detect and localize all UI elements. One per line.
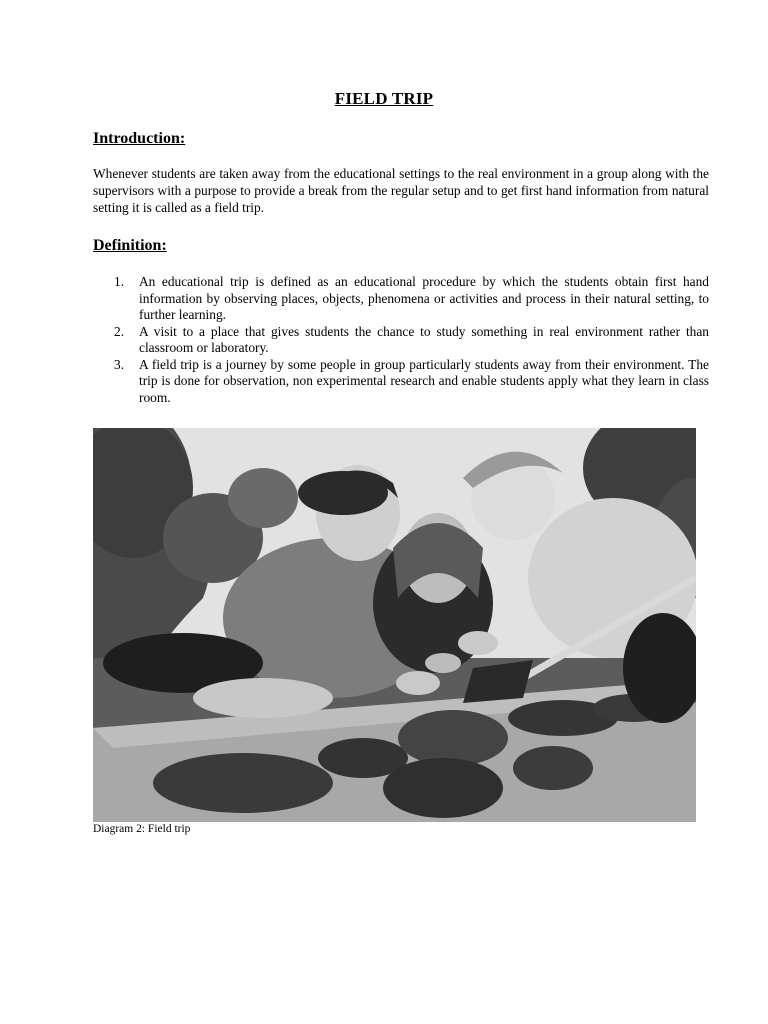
figure-caption: Diagram 2: Field trip [93, 823, 191, 835]
definition-list [93, 274, 709, 406]
introduction-paragraph: Whenever students are taken away from the educational settings to the real environment in a group along with the supervisors with a purpose to provide a break from the regular setup and to get first hand information from natural setting it is called as a field trip. [93, 166, 709, 215]
list-item-text: A visit to a place that gives students the chance to study something in real environment rather than classroom or laboratory. [139, 323, 709, 355]
list-item [93, 274, 709, 324]
field-trip-photo [93, 428, 696, 822]
page-title: FIELD TRIP [334, 89, 434, 108]
definition-heading: Definition: [93, 237, 167, 254]
list-item-text: A field trip is a journey by some people in group particularly students away from their environment. The trip is done for observation, non experimental research and enable students apply what they learn in class room. [139, 356, 709, 405]
list-item-number: 2. [114, 323, 125, 339]
field-trip-photo-illustration [93, 428, 696, 822]
list-item-text: An educational trip is defined as an educational procedure by which the students obtain first hand information by observing places, objects, phenomena or activities and process in their natural setting, to further learning. [139, 274, 709, 322]
introduction-heading: Introduction: [93, 130, 186, 147]
list-item-number: 3. [114, 356, 125, 372]
list-item [93, 357, 709, 407]
list-item-number: 1. [114, 274, 125, 289]
list-item [93, 324, 709, 357]
